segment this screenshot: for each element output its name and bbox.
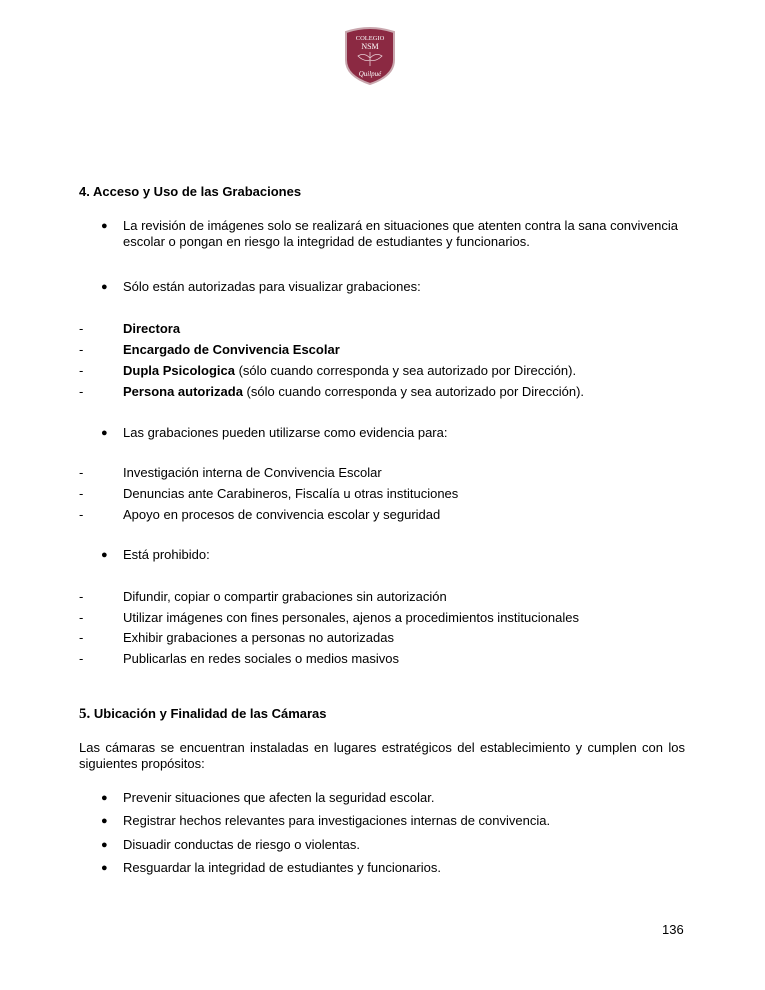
dash-marker: - (79, 507, 84, 522)
dash-marker: - (79, 363, 84, 378)
bullet-icon: ● (101, 281, 108, 293)
purpose-item: Registrar hechos relevantes para investigaciones internas de convivencia. (123, 813, 551, 828)
authorized-role-note: (sólo cuando corresponda y sea autorizado por Dirección). (234, 363, 577, 378)
dash-marker: - (79, 384, 84, 399)
dash-marker: - (79, 630, 84, 645)
section-5-title: Ubicación y Finalidad de las Cámaras (93, 706, 327, 721)
school-crest-logo (342, 26, 398, 86)
bullet-icon: ● (101, 220, 108, 232)
evidence-item: Denuncias ante Carabineros, Fiscalía u otras instituciones (123, 486, 459, 501)
dash-marker: - (79, 610, 84, 625)
dash-marker: - (79, 651, 84, 666)
dash-marker: - (79, 465, 84, 480)
bullet-icon: ● (101, 839, 108, 851)
dash-marker: - (79, 589, 84, 604)
purpose-item: Resguardar la integridad de estudiantes y funcionarios. (123, 860, 441, 875)
logo-line2: NSM (361, 42, 379, 51)
prohibited-item: Exhibir grabaciones a personas no autorizadas (123, 630, 395, 645)
bullet-text: Las grabaciones pueden utilizarse como evidencia para: (123, 425, 448, 440)
bullet-icon: ● (101, 427, 108, 439)
bullet-icon: ● (101, 549, 108, 561)
authorized-role: Dupla Psicologica (123, 363, 235, 378)
section-5-heading (79, 706, 327, 723)
section-4-heading (79, 184, 301, 199)
authorized-role-note: (sólo cuando corresponda y sea autorizado por Dirección). (242, 384, 585, 399)
dash-marker: - (79, 342, 84, 357)
evidence-item: Investigación interna de Convivencia Escolar (123, 465, 382, 480)
logo-line1: COLEGIO (355, 35, 385, 42)
bullet-text: Sólo están autorizadas para visualizar grabaciones: (123, 279, 421, 294)
prohibited-item: Publicarlas en redes sociales o medios masivos (123, 651, 400, 666)
evidence-item: Apoyo en procesos de convivencia escolar y seguridad (123, 507, 441, 522)
bullet-text: La revisión de imágenes solo se realizará en situaciones que atenten contra la sana convivencia escolar o pongan en riesgo la integridad de estudiantes y funcionarios. (123, 218, 679, 249)
section-5-number: 5. (79, 706, 91, 722)
dash-marker: - (79, 486, 84, 501)
bullet-text: Está prohibido: (123, 547, 210, 562)
purpose-item: Prevenir situaciones que afecten la seguridad escolar. (123, 790, 435, 805)
purpose-item: Disuadir conductas de riesgo o violentas. (123, 837, 361, 852)
prohibited-item: Utilizar imágenes con fines personales, ajenos a procedimientos institucionales (123, 610, 579, 625)
dash-marker: - (79, 321, 84, 336)
authorized-role: Directora (123, 321, 181, 336)
bullet-icon: ● (101, 862, 108, 874)
authorized-role: Persona autorizada (123, 384, 243, 399)
section-4-number: 4. (79, 184, 90, 199)
section-4-title: Acceso y Uso de las Grabaciones (92, 184, 302, 199)
logo-line3: Quilpué (358, 70, 382, 78)
bullet-icon: ● (101, 792, 108, 804)
bullet-icon: ● (101, 815, 108, 827)
authorized-role: Encargado de Convivencia Escolar (123, 342, 340, 357)
prohibited-item: Difundir, copiar o compartir grabaciones sin autorización (123, 589, 447, 604)
section-5-intro: Las cámaras se encuentran instaladas en lugares estratégicos del establecimiento y cumplen con los siguientes propósitos: (79, 740, 685, 771)
page-number: 136 (662, 922, 684, 937)
